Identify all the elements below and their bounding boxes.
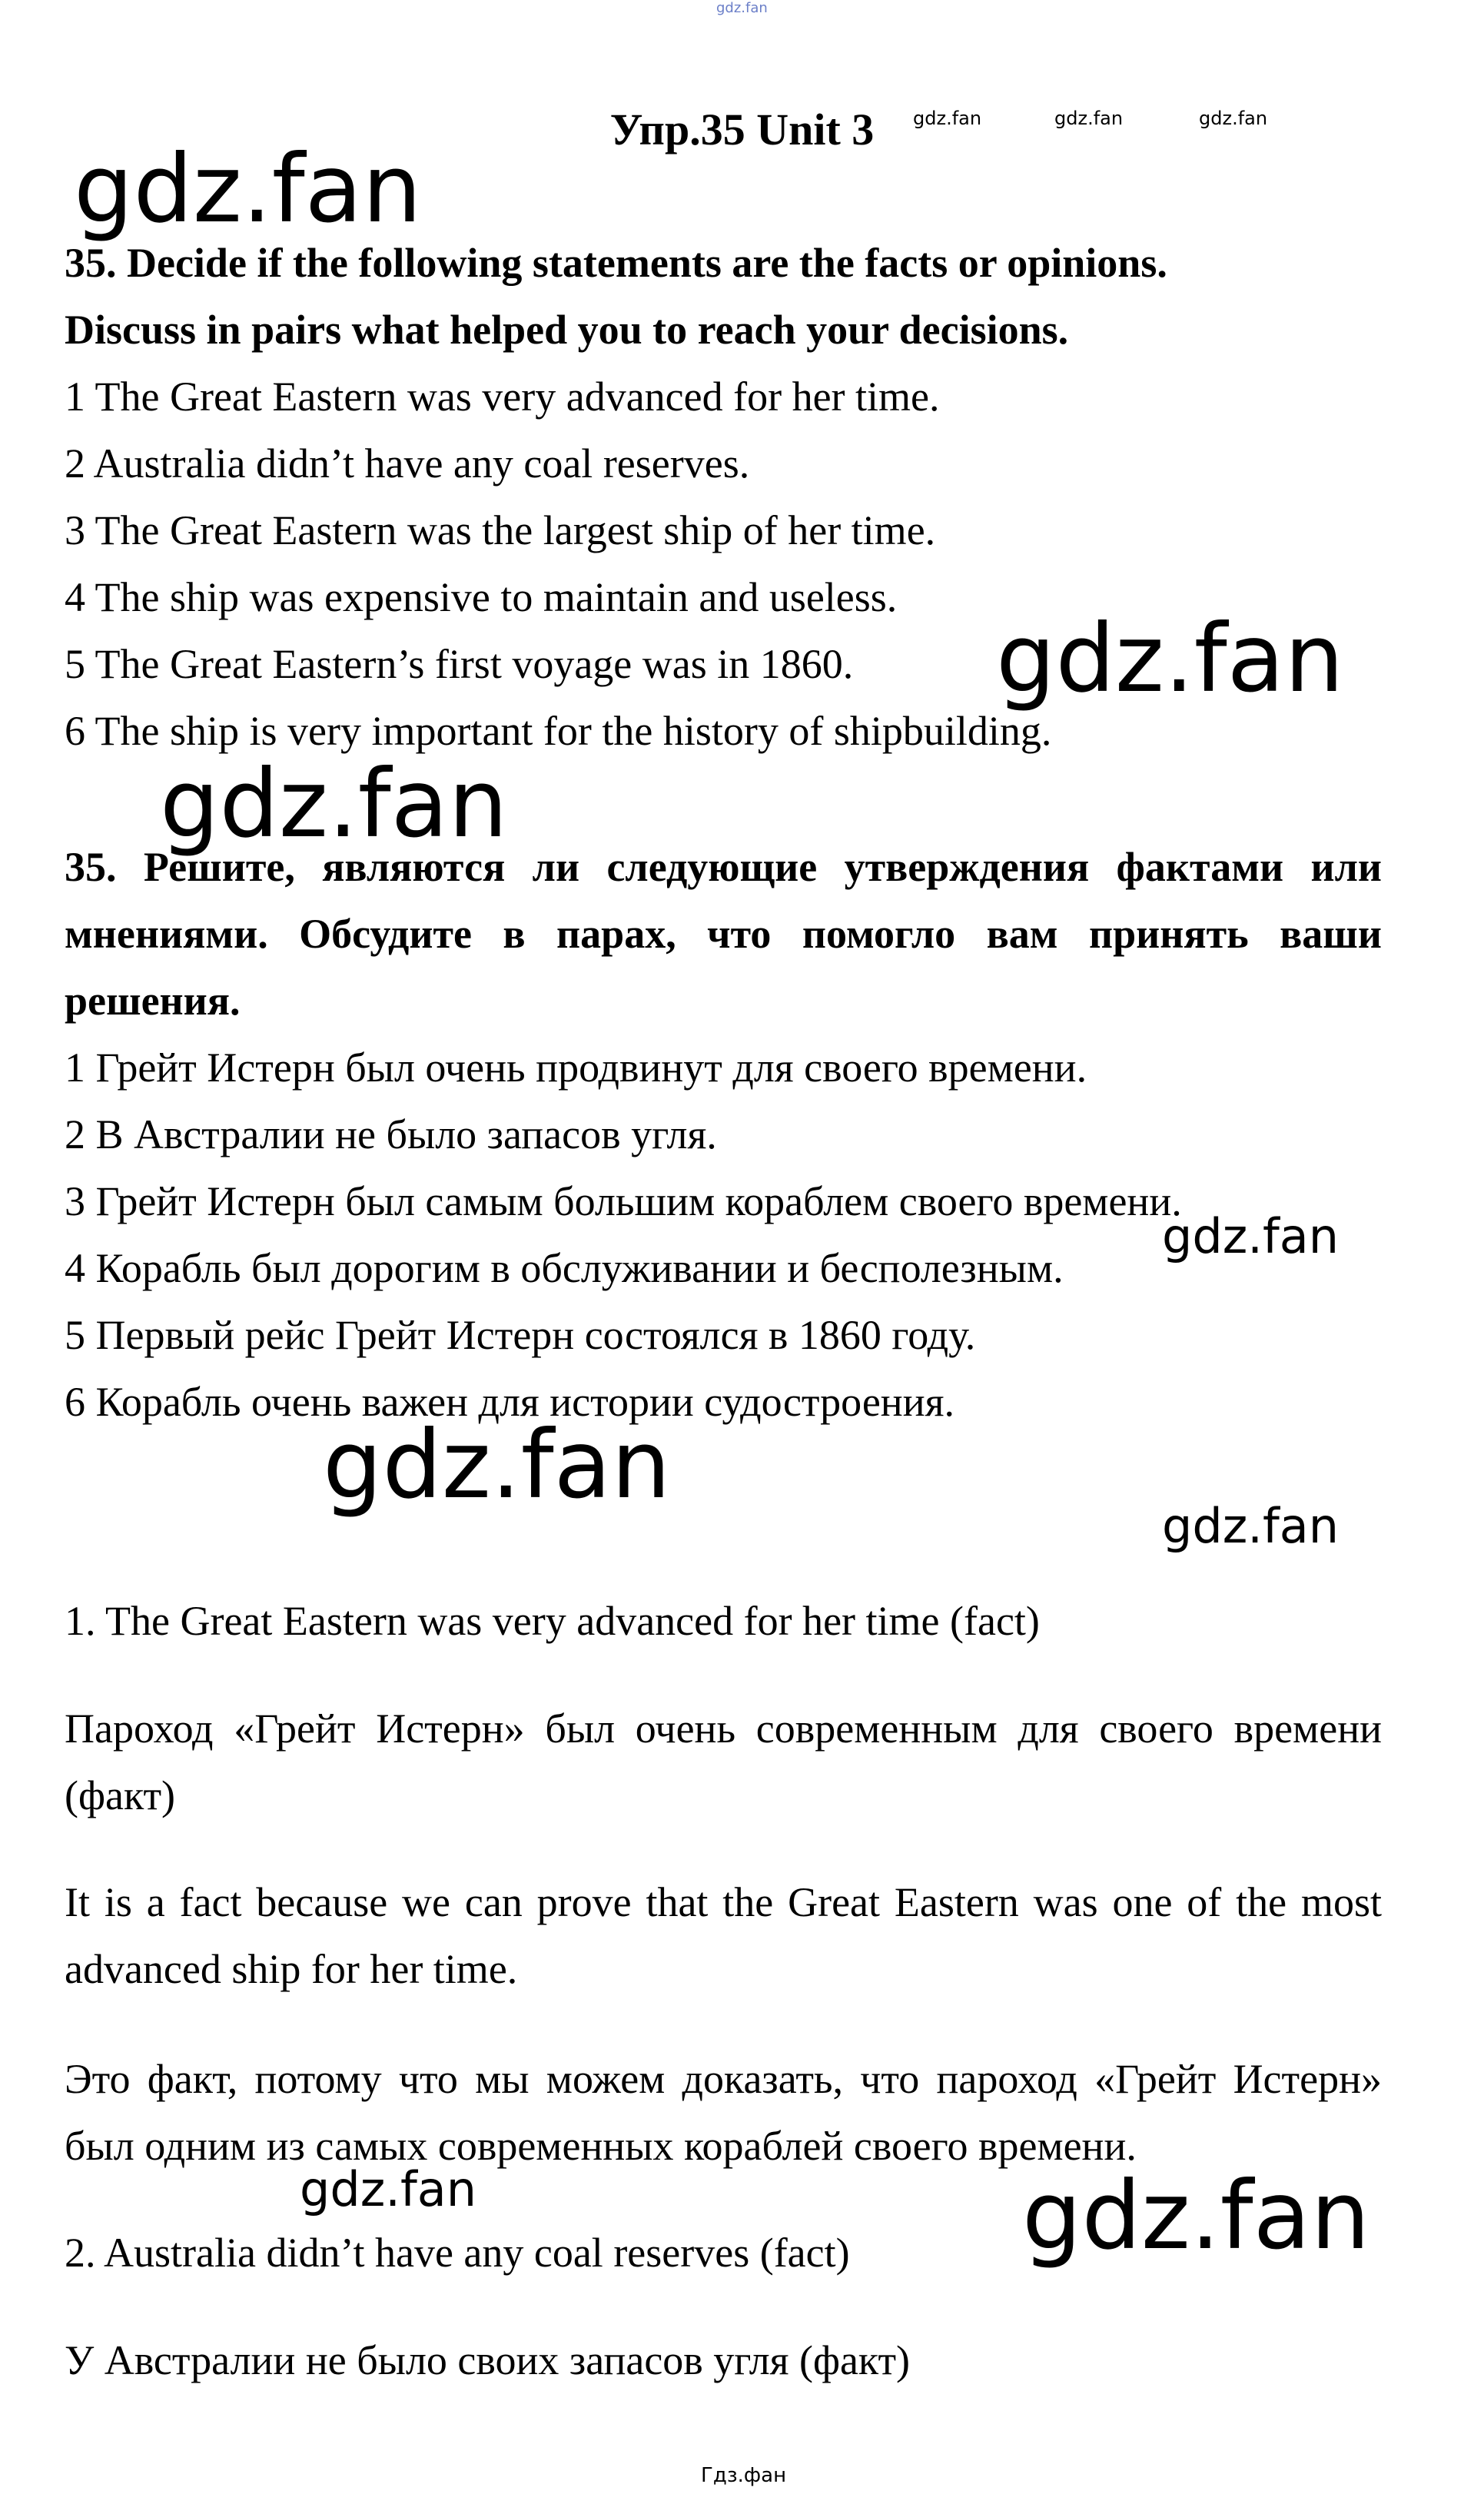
watermark-top: gdz.fan bbox=[716, 0, 768, 16]
task-ru-statement: 2 В Австралии не было запасов угля. bbox=[65, 1111, 717, 1157]
watermark-big-2: gdz.fan bbox=[996, 604, 1344, 713]
watermark-big-3: gdz.fan bbox=[160, 749, 508, 858]
watermark-medium-3: gdz.fan bbox=[300, 2161, 477, 2217]
task-en-statement: 5 The Great Eastern’s first voyage was in 1860. bbox=[65, 641, 854, 687]
task-en-statement: 4 The ship was expensive to maintain and useless. bbox=[65, 574, 898, 620]
task-en-statement: 2 Australia didn’t have any coal reserves. bbox=[65, 440, 750, 487]
task-ru-instruction: 35. Решите, являются ли следующие утверждения фактами или мнениями. Обсудите в парах, что помогло вам принять ваши решения. bbox=[65, 844, 1382, 1024]
answer-1-en: 1. The Great Eastern was very advanced for her time (fact) bbox=[65, 1598, 1040, 1644]
watermark-footer: Гдз.фан bbox=[701, 2464, 787, 2487]
answer-1-ru: Пароход «Грейт Истерн» был очень современным для своего времени (факт) bbox=[65, 1705, 1382, 1818]
watermark-big-5: gdz.fan bbox=[1022, 2161, 1370, 2270]
watermark-medium-2: gdz.fan bbox=[1162, 1498, 1340, 1554]
page-title: Упр.35 Unit 3 bbox=[609, 105, 875, 154]
watermark-big-4: gdz.fan bbox=[323, 1410, 671, 1519]
answer-1-explanation-ru: Это факт, потому что мы можем доказать, что пароход «Грейт Истерн» был одним из самых современных кораблей своего времени. bbox=[65, 2056, 1382, 2169]
task-ru-statement: 5 Первый рейс Грейт Истерн состоялся в 1860 году. bbox=[65, 1312, 976, 1358]
task-ru-statement: 3 Грейт Истерн был самым большим кораблем своего времени. bbox=[65, 1178, 1182, 1224]
watermark-big-1: gdz.fan bbox=[74, 134, 422, 244]
task-en-statement: 6 The ship is very important for the history of shipbuilding. bbox=[65, 708, 1052, 754]
task-en-statement: 3 The Great Eastern was the largest ship of her time. bbox=[65, 507, 936, 553]
watermark-medium-1: gdz.fan bbox=[1162, 1208, 1340, 1264]
task-ru-statement: 4 Корабль был дорогим в обслуживании и бесполезным. bbox=[65, 1245, 1064, 1291]
task-en-statement: 1 The Great Eastern was very advanced for her time. bbox=[65, 374, 940, 420]
answer-2-en: 2. Australia didn’t have any coal reserves (fact) bbox=[65, 2230, 850, 2276]
watermark-header-2: gdz.fan bbox=[1054, 108, 1124, 129]
answer-2-ru: У Австралии не было своих запасов угля (факт) bbox=[65, 2337, 911, 2383]
watermark-header-3: gdz.fan bbox=[1199, 108, 1268, 129]
answer-1-explanation-en: It is a fact because we can prove that the Great Eastern was one of the most advanced ship for her time. bbox=[65, 1879, 1382, 1992]
task-ru-statement: 6 Корабль очень важен для истории судостроения. bbox=[65, 1379, 954, 1425]
task-en-instruction-line-1: 35. Decide if the following statements are the facts or opinions. bbox=[65, 240, 1167, 286]
task-ru-statement: 1 Грейт Истерн был очень продвинут для своего времени. bbox=[65, 1044, 1087, 1091]
task-ru bbox=[65, 834, 1382, 1436]
task-en-instruction-line-2: Discuss in pairs what helped you to reach your decisions. bbox=[65, 307, 1069, 353]
watermark-header-1: gdz.fan bbox=[913, 108, 982, 129]
task-en bbox=[65, 230, 1382, 765]
